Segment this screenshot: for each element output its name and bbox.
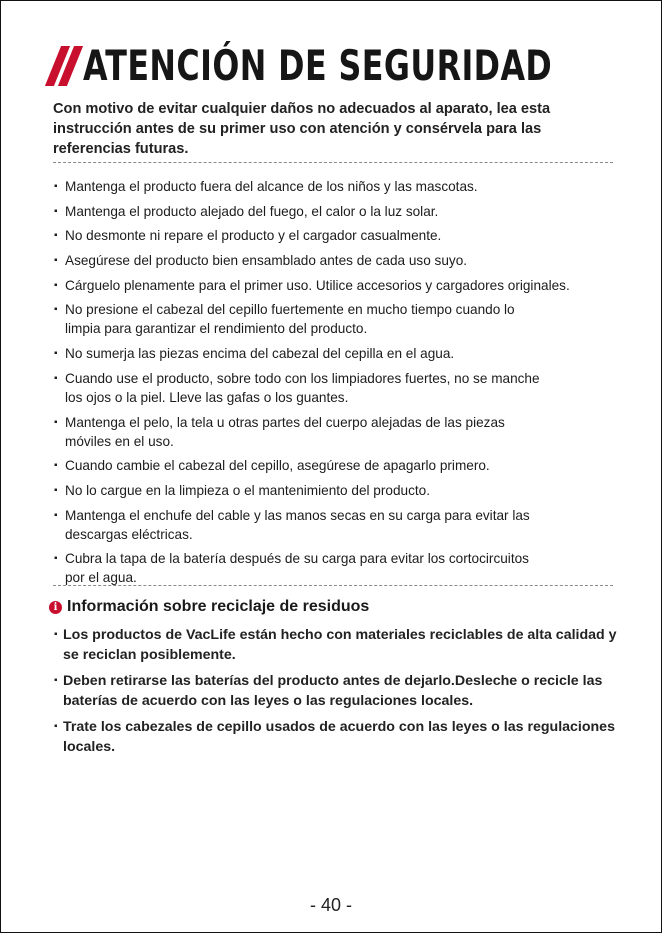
divider-top [53, 162, 613, 163]
safety-item: ▪ Asegúrese del producto bien ensamblado antes de cada uso suyo. [54, 253, 468, 269]
recycling-list [49, 625, 619, 763]
page-title: ATENCIÓN DE SEGURIDAD [83, 41, 553, 90]
slash-decoration [53, 46, 75, 86]
title-row [53, 41, 642, 90]
safety-item: ▪ Mantenga el pelo, la tela u otras partes del cuerpo alejadas de las piezas móviles en el uso. [54, 414, 505, 449]
safety-item: ▪ Cuando use el producto, sobre todo con los limpiadores fuertes, no se manche los ojos o la piel. Lleve las gafas o los guantes. [54, 370, 540, 405]
recycling-item: ▪ Deben retirarse las baterías del producto antes de dejarlo.Desleche o recicle las baterías de acuerdo con las leyes o las regulaciones locales. [54, 673, 603, 709]
safety-item: ▪ No presione el cabezal del cepillo fuertemente en mucho tiempo cuando lo limpia para garantizar el rendimiento del producto. [54, 302, 515, 337]
safety-item: ▪ Mantenga el producto alejado del fuego, el calor o la luz solar. [54, 203, 439, 219]
safety-item: ▪ No sumerja las piezas encima del cabezal del cepilla en el agua. [54, 346, 455, 362]
safety-list [49, 177, 649, 593]
safety-item: ▪ No lo cargue en la limpieza o el mantenimiento del producto. [54, 482, 430, 498]
safety-item: ▪ Cubra la tapa de la batería después de su carga para evitar los cortocircuitos por el agua. [54, 551, 529, 586]
page-number: - 40 - [309, 895, 352, 915]
intro-text: Con motivo de evitar cualquier daños no adecuados al aparato, lea esta instrucción antes de su primer uso con atención y consérvela para las referencias futuras. [53, 101, 551, 157]
safety-item: ▪ Cárguelo plenamente para el primer uso. Utilice accesorios y cargadores originales. [54, 277, 570, 293]
info-icon: i [49, 601, 62, 614]
safety-item: ▪ No desmonte ni repare el producto y el cargador casualmente. [54, 228, 442, 244]
divider-bottom [53, 585, 613, 586]
recycling-heading: i Información sobre reciclaje de residuos [49, 598, 369, 616]
safety-item: ▪ Mantenga el producto fuera del alcance de los niños y las mascotas. [54, 179, 478, 194]
safety-item: ▪ Mantenga el enchufe del cable y las manos secas en su carga para evitar las descargas eléctricas. [54, 507, 530, 542]
recycling-item: ▪ Los productos de VacLife están hecho con materiales reciclables de alta calidad y se reciclan posiblemente. [54, 627, 617, 663]
recycling-item: ▪ Trate los cabezales de cepillo usados de acuerdo con las leyes o las regulaciones locales. [54, 719, 615, 755]
safety-item: ▪ Cuando cambie el cabezal del cepillo, asegúrese de apagarlo primero. [54, 458, 490, 474]
